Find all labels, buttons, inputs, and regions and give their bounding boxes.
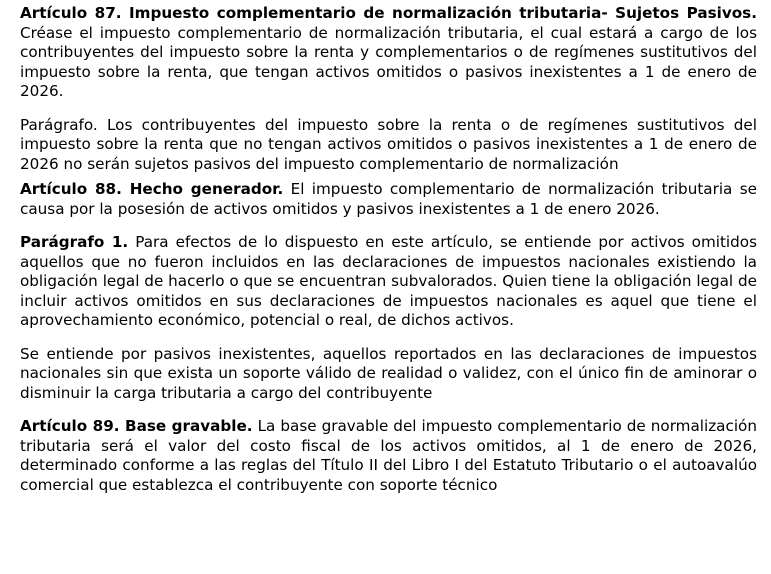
paragrafo-1-heading: Parágrafo 1. — [20, 233, 129, 251]
article-87-paragrafo — [20, 116, 757, 175]
article-89-heading: Artículo 89. Base gravable. — [20, 417, 253, 435]
document-page — [20, 4, 757, 509]
article-88-text: El impuesto complementario de normalización tributaria se causa por la posesión de activos omitidos y pasivos inexistentes a 1 de enero 2026. — [20, 180, 757, 218]
article-87-heading: Artículo 87. Impuesto complementario de normalización tributaria- Sujetos Pasivos. — [20, 4, 757, 22]
article-89-text: La base gravable del impuesto complementario de normalización tributaria será el valor del costo fiscal de los activos omitidos, al 1 de enero de 2026, determinado conforme a las reglas del Título II del Libro I del Estatuto Tributario o el autoavalúo comercial que establezca el contribuyente con soporte técnico — [20, 417, 757, 494]
article-88-paragraph — [20, 180, 757, 219]
article-89-paragraph — [20, 417, 757, 495]
article-88-paragrafo-1 — [20, 233, 757, 331]
article-87-text: Créase el impuesto complementario de normalización tributaria, el cual estará a cargo de los contribuyentes del impuesto sobre la renta y complementarios o de regímenes sustitutivos del impuesto sobre la renta, que tengan activos omitidos o pasivos inexistentes a 1 de enero de 2026. — [20, 23, 757, 100]
paragrafo-1-text: Para efectos de lo dispuesto en este artículo, se entiende por activos omitidos aquellos que no fueron incluidos en las declaraciones de impuestos nacionales existiendo la obligación legal de hacerlo o que se encuentran subvalorados. Quien tiene la obligación legal de incluir activos omitidos en sus declaraciones de impuestos nacionales es aquel que tiene el aprovechamiento económico, potencial o real, de dichos activos. — [20, 233, 757, 329]
article-87-paragrafo-text: Parágrafo. Los contribuyentes del impuesto sobre la renta o de regímenes sustitutivos del impuesto sobre la renta que no tengan activos omitidos o pasivos inexistentes a 1 de enero de 2026 no serán sujetos pasivos del impuesto complementario de normalización — [20, 115, 757, 173]
pasivos-inexistentes-paragraph — [20, 345, 757, 404]
article-88-heading: Artículo 88. Hecho generador. — [20, 180, 284, 198]
pasivos-inexistentes-text: Se entiende por pasivos inexistentes, aquellos reportados en las declaraciones de impuestos nacionales sin que exista un soporte válido de realidad o validez, con el único fin de aminorar o disminuir la carga tributaria a cargo del contribuyente — [20, 344, 757, 402]
article-87-paragraph — [20, 4, 757, 102]
